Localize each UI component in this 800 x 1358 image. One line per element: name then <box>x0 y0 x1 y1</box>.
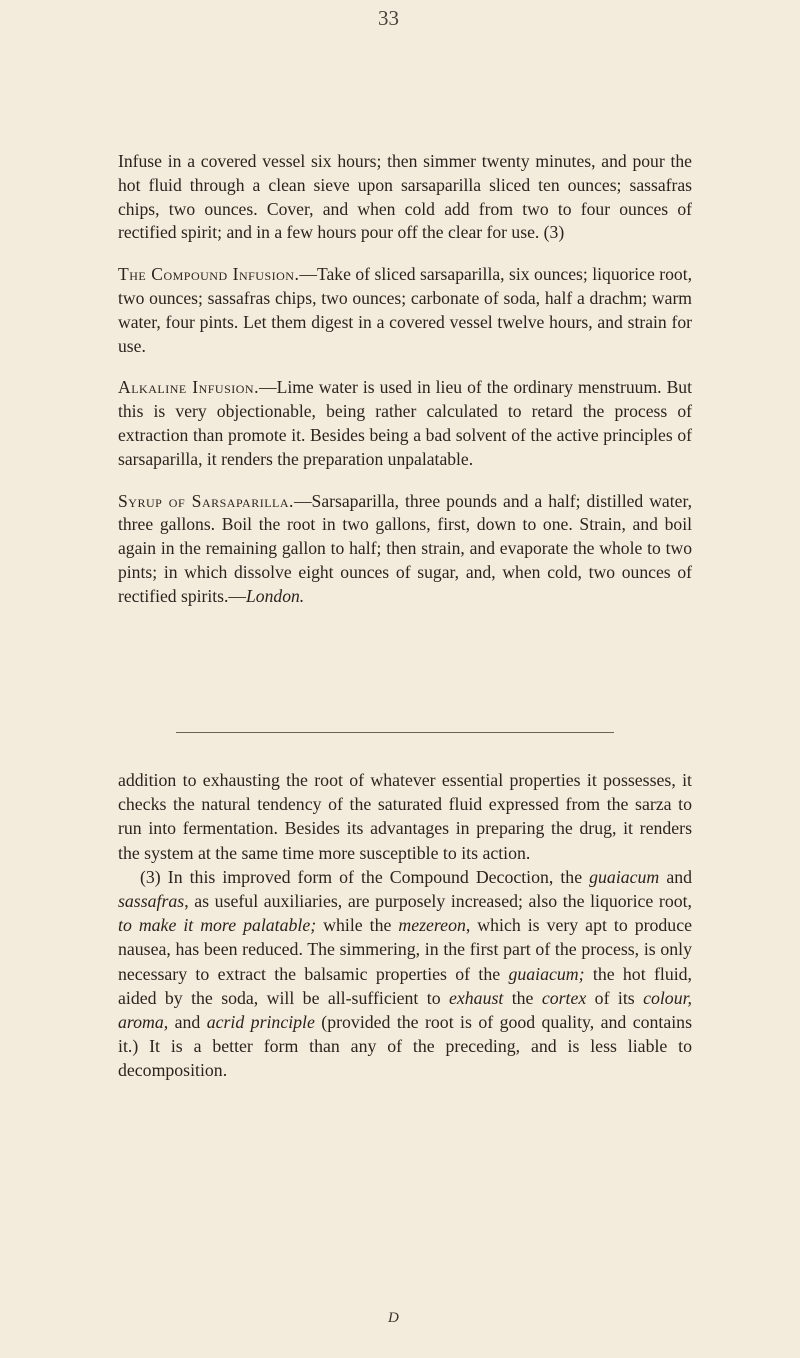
text-compound-infusion: —Take of sliced sarsaparilla, six ounces; liquorice root, two ounces; sassafras chips, two ounces; carbonate of soda, half a drachm; warm water, four pints. Let them digest in a covered vessel twelve hours, and strain for use. <box>118 264 692 356</box>
fn-text: of its <box>586 987 644 1008</box>
fn-text: and <box>659 866 692 887</box>
paragraph-alkaline-infusion <box>118 376 692 471</box>
text-syrup: —Sarsaparilla, three pounds and a half; distilled water, three gallons. Boil the root in two gallons, first, down to one. Strain, and boil again in the remaining gallon to half; then strain, and evaporate the whole to two pints; in which dissolve eight ounces of sugar, and, when cold, two ounces of rectified spirits.— <box>118 490 692 606</box>
heading-syrup: Syrup of Sarsaparilla. <box>118 490 294 511</box>
fn-text: (3) In this improved form of the Compound Decoction, the <box>140 866 590 887</box>
signature-mark: D <box>388 1310 399 1326</box>
text-alkaline-infusion: —Lime water is used in lieu of the ordinary menstruum. But this is very objectionable, being rather calculated to retard the process of extraction than promote it. Besides being a bad solvent of the active principles of sarsaparilla, it renders the preparation unpalatable. <box>118 377 692 469</box>
fn-italic: guaiacum; <box>508 963 585 984</box>
paragraph-syrup <box>118 490 692 609</box>
page-number: 33 <box>378 6 399 30</box>
fn-italic: mezereon <box>398 915 466 936</box>
fn-italic: colour, aroma, <box>118 987 692 1033</box>
footnote-continuation: addition to exhausting the root of whatever essential properties it possesses, it checks the natural tendency of the saturated fluid expressed from the sarza to run into fermentation. Besides its advantages in preparing the drug, it renders the system at the same time more susceptible to its action. <box>118 770 692 863</box>
fn-text: the hot fluid, aided by the soda, will be all-sufficient to <box>118 963 692 1008</box>
main-text <box>118 150 692 627</box>
fn-italic: acrid principle <box>206 1012 315 1033</box>
fn-text: and <box>168 1012 207 1033</box>
source-london: London. <box>246 585 305 606</box>
fn-text: (provided the root is of good quality, and contains it.) It is a better form than any of the preceding, and is less liable to decomposition. <box>118 1012 692 1081</box>
footnotes <box>118 768 692 1083</box>
footnote-divider <box>176 732 614 733</box>
paragraph-compound-infusion <box>118 263 692 358</box>
fn-italic: to make it more palatable; <box>118 915 317 936</box>
fn-italic: cortex <box>541 987 587 1008</box>
fn-italic: exhaust <box>449 987 504 1008</box>
paragraph-infuse: Infuse in a covered vessel six hours; then simmer twenty minutes, and pour the hot fluid through a clean sieve upon sarsaparilla sliced ten ounces; sassafras chips, two ounces. Cover, and when cold add from two to four ounces of rectified spirit; and in a few hours pour off the clear for use. (3) <box>118 151 692 243</box>
fn-text: , as useful auxiliaries, are purposely increased; also the liquorice root, <box>184 891 692 912</box>
fn-text: , which is very apt to produce nausea, has been reduced. The simmering, in the first part of the process, is only necessary to extract the balsamic properties of the <box>118 915 692 984</box>
heading-alkaline-infusion: Alkaline Infusion. <box>118 377 259 398</box>
heading-compound-infusion: The Compound Infusion. <box>118 264 300 285</box>
footnote-3 <box>118 865 692 1083</box>
fn-italic: sassafras <box>118 891 185 912</box>
fn-text: while the <box>316 915 399 936</box>
fn-italic: guaiacum <box>589 866 660 887</box>
fn-text: the <box>503 987 542 1008</box>
